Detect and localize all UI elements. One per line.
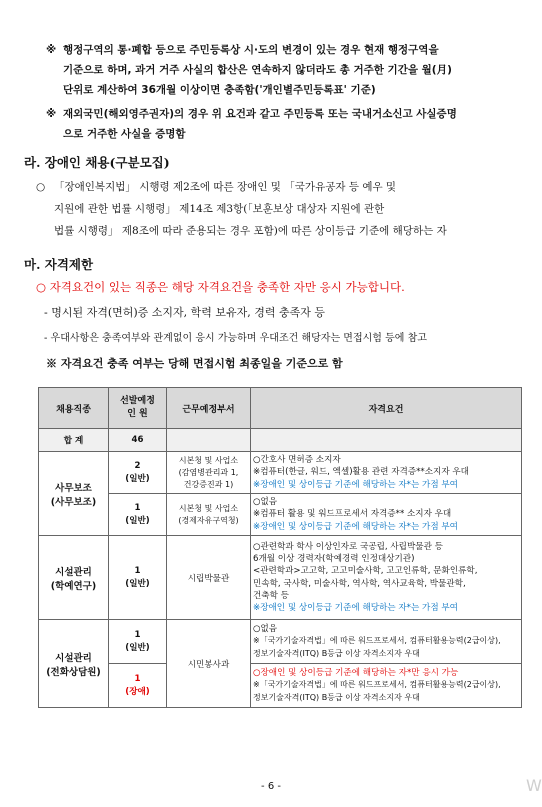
table-header-row bbox=[39, 388, 522, 429]
requirement-line: 정보기술자격(ITQ) B등급 이상 자격소지자 우대 bbox=[253, 692, 420, 702]
requirement-line: ※컴퓨터(한글, 워드, 엑셀)활용 관련 자격증**소지자 우대 bbox=[253, 467, 469, 478]
requirements-cell bbox=[251, 664, 522, 708]
note-line: 재외국민(해외영주권자)의 경우 위 요건과 같고 주민등록 또는 국내거소신고 사실증명 bbox=[63, 108, 457, 120]
count-cell: 1 (일반) bbox=[109, 494, 167, 536]
requirement-line: ※장애인 및 상이등급 기준에 해당하는 자*는 가점 부여 bbox=[253, 521, 458, 532]
requirement-line: <관련학과>고고학, 고고미술사학, 고고인류학, 문화인류학, bbox=[253, 566, 478, 577]
dept-cell: 시민봉사과 bbox=[167, 620, 251, 708]
note-line: 단위로 계산하여 36개월 이상이면 충족함('개인별주민등록표' 기준) bbox=[63, 84, 376, 96]
table-row bbox=[39, 452, 522, 494]
requirement-line: 정보기술자격(ITQ) B등급 이상 자격소지자 우대 bbox=[253, 648, 420, 658]
note-mark: ※ bbox=[46, 108, 57, 120]
job-office-assistant: 사무보조 (사무보조) bbox=[39, 452, 109, 536]
para-line: 법률 시행령」 제8조에 따라 준용되는 경우 포함)에 따른 상이등급 기준에 해당하는 자 bbox=[54, 225, 447, 237]
table-total-row bbox=[39, 429, 522, 452]
requirements-table bbox=[38, 387, 522, 708]
requirement-line: ※「국가기술자격법」에 따른 워드프로세서, 컴퓨터활용능력(2급이상), bbox=[253, 680, 501, 690]
count-cell: 1 (일반) bbox=[109, 536, 167, 620]
requirements-cell bbox=[251, 620, 522, 664]
requirements-cell bbox=[251, 536, 522, 620]
dept-cell: 시본청 및 사업소 (경제자유구역청) bbox=[167, 494, 251, 536]
watermark: W bbox=[526, 776, 542, 795]
note-overseas-nationals bbox=[46, 104, 524, 144]
section-heading-disabled-hiring: 라. 장애인 채용(구분모집) bbox=[24, 155, 170, 170]
bullet-circle: ○ bbox=[36, 181, 46, 193]
section-ra-paragraph bbox=[36, 176, 526, 242]
requirement-line: ※「국가기술자격법」에 따른 워드프로세서, 컴퓨터활용능력(2급이상), bbox=[253, 636, 501, 646]
header-count: 선발예정 인 원 bbox=[109, 388, 167, 429]
requirements-cell bbox=[251, 452, 522, 494]
note-residence-calculation bbox=[46, 40, 524, 100]
qualification-note: ※ 자격요건 충족 여부는 당해 면접시험 최종일을 기준으로 함 bbox=[46, 357, 343, 370]
requirement-line: ○장애인 및 상이등급 기준에 해당하는 자*만 응시 가능 bbox=[253, 668, 459, 679]
requirement-line: 민속학, 국사학, 미술사학, 역사학, 역사교육학, 박물관학, bbox=[253, 578, 466, 589]
note-line: 기준으로 하며, 과거 거주 사실의 합산은 연속하지 않더라도 총 거주한 기간을 월(月) bbox=[63, 64, 452, 76]
page-number: - 6 - bbox=[261, 781, 281, 792]
note-line: 으로 거주한 사실을 증명함 bbox=[63, 128, 186, 140]
requirement-line: ※장애인 및 상이등급 기준에 해당하는 자*는 가점 부여 bbox=[253, 602, 458, 613]
table-row bbox=[39, 620, 522, 664]
qualification-item: - 우대사항은 충족여부와 관계없이 응시 가능하며 우대조건 해당자는 면접시험 등에 참고 bbox=[44, 333, 427, 344]
requirement-line: ○없음 bbox=[253, 624, 278, 635]
table-row bbox=[39, 494, 522, 536]
total-label: 합 계 bbox=[39, 429, 109, 452]
count-cell: 2 (일반) bbox=[109, 452, 167, 494]
qualification-item: - 명시된 자격(면허)증 소지자, 학력 보유자, 경력 충족자 등 bbox=[44, 306, 326, 319]
job-curator: 시설관리 (학예연구) bbox=[39, 536, 109, 620]
para-line: 「장애인복지법」 시행령 제2조에 따른 장애인 및 「국가유공자 등 예우 및 bbox=[54, 181, 397, 193]
count-cell: 1 (일반) bbox=[109, 620, 167, 664]
requirement-line: ○없음 bbox=[253, 497, 278, 508]
requirement-line: ○간호사 면허증 소지자 bbox=[253, 455, 341, 466]
job-phone-counselor: 시설관리 (전화상담원) bbox=[39, 620, 109, 708]
header-requirements: 자격요건 bbox=[251, 388, 522, 429]
requirements-cell bbox=[251, 494, 522, 536]
header-dept: 근무예정부서 bbox=[167, 388, 251, 429]
count-cell-disabled: 1 (장애) bbox=[109, 664, 167, 708]
qualification-notice: ○ 자격요건이 있는 직종은 해당 자격요건을 충족한 자만 응시 가능합니다. bbox=[36, 280, 405, 294]
requirement-line: ※장애인 및 상이등급 기준에 해당하는 자*는 가점 부여 bbox=[253, 479, 458, 490]
note-line: 행정구역의 통·폐합 등으로 주민등록상 시·도의 변경이 있는 경우 현재 행정구역을 bbox=[63, 44, 439, 56]
section-heading-qualification: 마. 자격제한 bbox=[24, 257, 94, 272]
note-mark: ※ bbox=[46, 44, 57, 56]
header-job: 채용직종 bbox=[39, 388, 109, 429]
para-line: 지원에 관한 법률 시행령」 제14조 제3항(「보훈보상 대상자 지원에 관한 bbox=[54, 203, 385, 215]
table-row bbox=[39, 536, 522, 620]
requirement-line: 건축학 등 bbox=[253, 590, 289, 601]
dept-cell: 시본청 및 사업소 (감염병관리과 1, 건강증진과 1) bbox=[167, 452, 251, 494]
total-empty bbox=[167, 429, 251, 452]
requirement-line: ※컴퓨터 활용 및 워드프로세서 자격증** 소지자 우대 bbox=[253, 509, 452, 520]
requirement-line: ○관련학과 학사 이상인자로 국공립, 사립박물관 등 bbox=[253, 541, 443, 552]
total-count: 46 bbox=[109, 429, 167, 452]
total-empty bbox=[251, 429, 522, 452]
requirement-line: 6개월 이상 경력자(학예경력 인정대상기관) bbox=[253, 554, 415, 565]
dept-cell: 시립박물관 bbox=[167, 536, 251, 620]
table-row bbox=[39, 664, 522, 708]
